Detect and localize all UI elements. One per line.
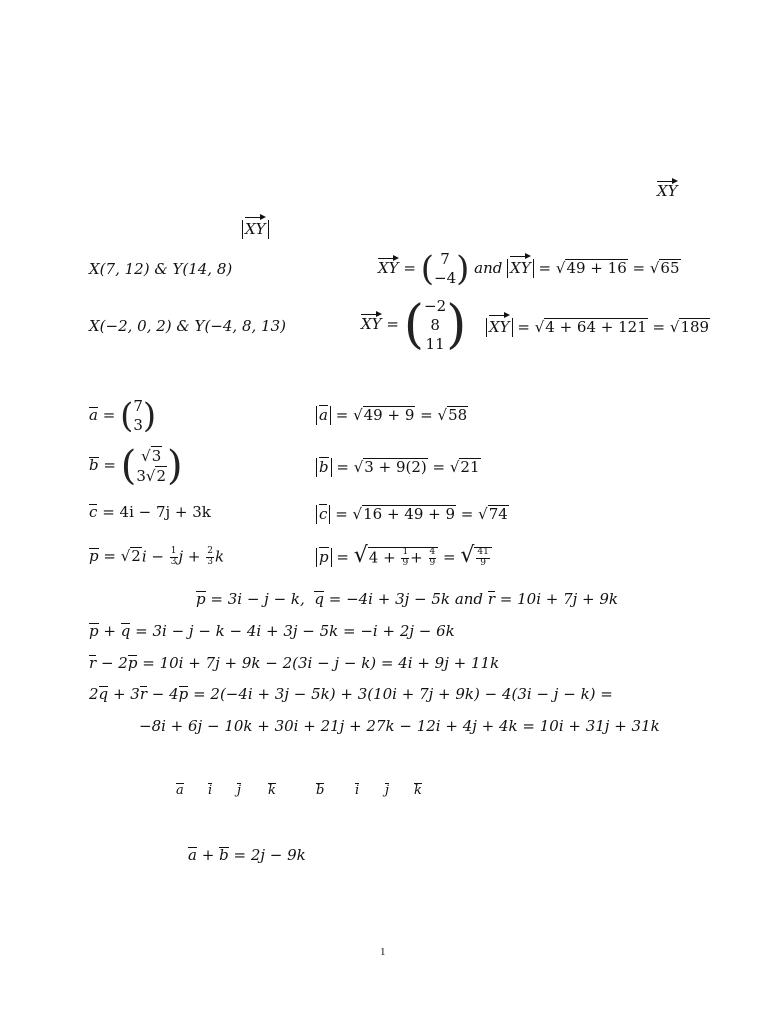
symbol-k: k (268, 783, 276, 798)
example2-modulus: XY = √4 + 64 + 121 = √189 (486, 318, 710, 337)
calc-r-minus-2p: r − 2p = 10i + 7j + 9k − 2(3i − j − k) = 4i + 9j + 11k (89, 654, 500, 672)
vector-c-modulus: c = √16 + 49 + 9 = √74 (316, 505, 509, 524)
example2-vector: XY = ( −2 8 11 ) (361, 295, 467, 356)
xy-vector-symbol: XY (657, 182, 678, 200)
vector-p-definition: p = √2i − $\frac{1}{3}$ j + $\frac{2}{3}$ k (89, 546, 225, 567)
sum-a-plus-b: a + b = 2j − 9k (188, 846, 306, 864)
symbol-j: j (237, 783, 242, 798)
vector-a-modulus: a = √49 + 9 = √58 (316, 406, 468, 425)
vector-a-definition: a = ( 7 3 ) (89, 395, 157, 436)
symbol-j-2: j (385, 783, 390, 798)
vector-b-definition: b = ( √3 3√2 ) (89, 443, 183, 489)
calc-combination: 2q + 3r − 4p = 2(−4i + 3j − 5k) + 3(10i + 7j + 9k) − 4(3i − j − k) = (89, 685, 613, 703)
example2-points: X(−2, 0, 2) & Y(−4, 8, 13) (89, 317, 286, 335)
example1-vector: XY = ( 7 −4 ) and XY = √49 + 16 = √65 (378, 248, 680, 289)
calc-p-plus-q: p + q = 3i − j − k − 4i + 3j − 5k = −i + 2j − 6k (89, 622, 455, 640)
page-number: 1 (380, 946, 386, 958)
given-vectors: p = 3i − j − k, q = −4i + 3j − 5k and r = 10i + 7j + 9k (196, 590, 619, 608)
vector-p-modulus: p = √4 + $\frac{1}{9}$ + $\frac{4}{9}$ = √ $\frac{41}{9}$ (316, 545, 492, 568)
vector-b-modulus: b = √3 + 9(2) = √21 (316, 458, 481, 477)
symbol-i: i (208, 783, 213, 798)
symbol-k-2: k (414, 783, 422, 798)
symbol-i-2: i (355, 783, 360, 798)
symbol-b: b (316, 783, 325, 798)
vector-c-definition: c = 4i − 7j + 3k (89, 503, 211, 521)
calc-combination-line2: −8i + 6j − 10k + 30i + 21j + 27k − 12i + 4j + 4k = 10i + 31j + 31k (139, 717, 660, 735)
example1-points: X(7, 12) & Y(14, 8) (89, 260, 233, 278)
xy-modulus-symbol: XY (242, 220, 269, 239)
symbol-a: a (176, 783, 184, 798)
